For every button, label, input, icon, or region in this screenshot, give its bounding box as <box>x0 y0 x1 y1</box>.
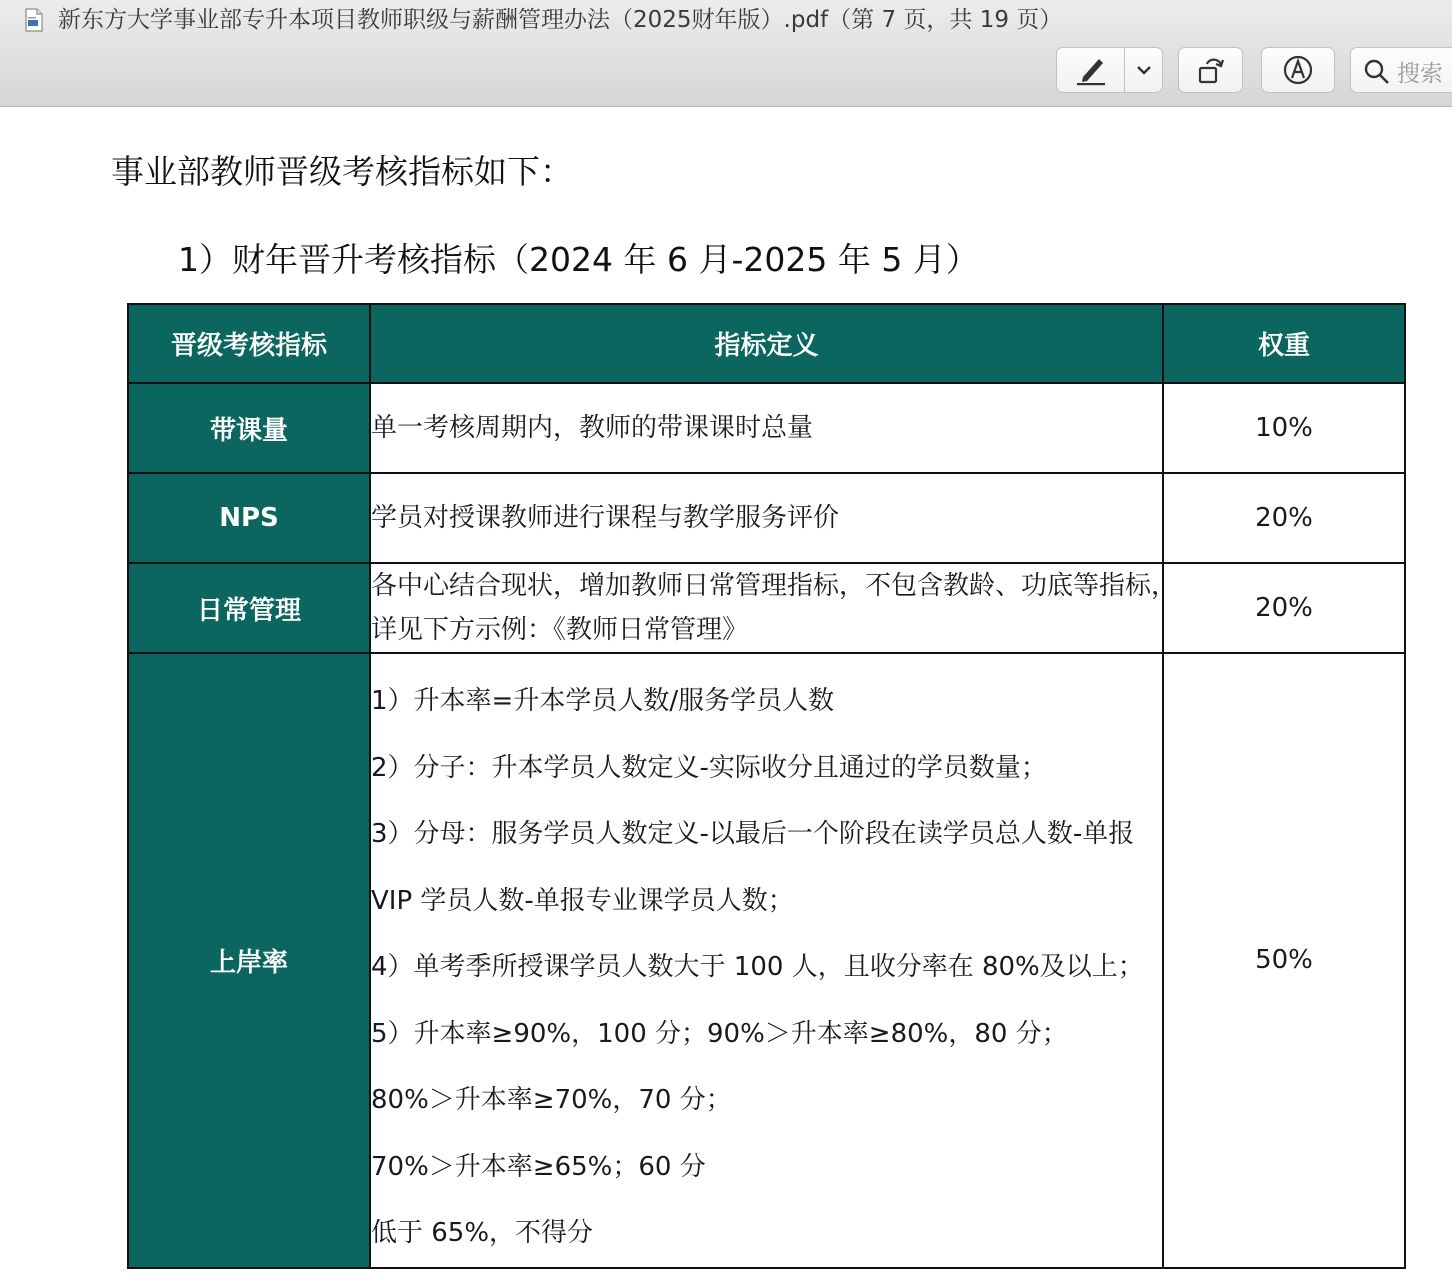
definition-line: 详见下方示例：《教师日常管理》 <box>371 615 749 645</box>
metric-weight: 20% <box>1163 563 1405 653</box>
definition-line: 各中心结合现状，增加教师日常管理指标，不包含教龄、功底等指标， <box>371 571 1178 601</box>
definition-line: 3）分母：服务学员人数定义-以最后一个阶段在读学员总人数-单报 <box>371 819 1135 849</box>
definition-line: VIP 学员人数-单报专业课学员人数； <box>371 885 794 916</box>
chevron-down-icon <box>1136 64 1152 76</box>
metric-name: 带课量 <box>128 383 370 473</box>
annotate-circle-a-icon <box>1281 53 1315 87</box>
definition-line: 1）升本率=升本学员人数/服务学员人数 <box>371 686 835 716</box>
metric-weight: 50% <box>1163 653 1405 1268</box>
section-subheading: 1）财年晋升考核指标（2024 年 6 月-2025 年 5 月） <box>178 240 979 279</box>
metric-name: NPS <box>128 473 370 563</box>
rotate-icon <box>1195 54 1227 86</box>
definition-line: 单一考核周期内，教师的带课课时总量 <box>371 413 814 443</box>
definition-line: 80%＞升本率≥70%，70 分； <box>371 1085 732 1115</box>
header-definition: 指标定义 <box>370 304 1163 383</box>
table-row <box>128 653 1405 1268</box>
header-weight: 权重 <box>1163 304 1405 383</box>
definition-line: 2）分子：升本学员人数定义-实际收分且通过的学员数量； <box>371 752 1047 783</box>
definition-line: 4）单考季所授课学员人数大于 100 人，且收分率在 80%及以上； <box>371 952 1144 982</box>
definition-line: 低于 65%，不得分 <box>371 1218 594 1248</box>
table-row <box>128 563 1405 653</box>
metric-definition <box>370 383 1163 473</box>
section-heading: 事业部教师晋级考核指标如下： <box>111 152 573 191</box>
definition-line: 5）升本率≥90%，100 分；90%＞升本率≥80%，80 分； <box>371 1018 1068 1049</box>
markup-button[interactable] <box>1056 47 1125 93</box>
table-row <box>128 383 1405 473</box>
pdf-document-icon <box>24 8 44 32</box>
metric-weight: 10% <box>1163 383 1405 473</box>
rotate-button[interactable] <box>1178 47 1243 93</box>
window-titlebar <box>0 0 1452 107</box>
metric-definition <box>370 473 1163 563</box>
window-title: 新东方大学事业部专升本项目教师职级与薪酬管理办法（2025财年版）.pdf（第 7 页，共 19 页） <box>58 7 1063 33</box>
metric-name: 上岸率 <box>128 653 370 1268</box>
annotate-button[interactable] <box>1261 47 1335 93</box>
table-row <box>128 473 1405 563</box>
definition-line: 70%＞升本率≥65%；60 分 <box>371 1151 706 1182</box>
search-icon <box>1363 58 1391 86</box>
metric-definition <box>370 653 1163 1268</box>
metric-weight: 20% <box>1163 473 1405 563</box>
markup-menu-button[interactable] <box>1124 47 1163 93</box>
search-placeholder: 搜索 <box>1397 61 1443 87</box>
metric-name: 日常管理 <box>128 563 370 653</box>
search-field[interactable] <box>1350 47 1452 93</box>
metric-definition <box>370 563 1178 653</box>
definition-line: 学员对授课教师进行课程与教学服务评价 <box>371 503 840 533</box>
promotion-metrics-table <box>127 303 1406 1269</box>
table-header-row <box>128 304 1405 383</box>
pen-markup-icon <box>1073 53 1109 87</box>
header-metric: 晋级考核指标 <box>128 304 370 383</box>
markup-button-group <box>1056 47 1163 93</box>
